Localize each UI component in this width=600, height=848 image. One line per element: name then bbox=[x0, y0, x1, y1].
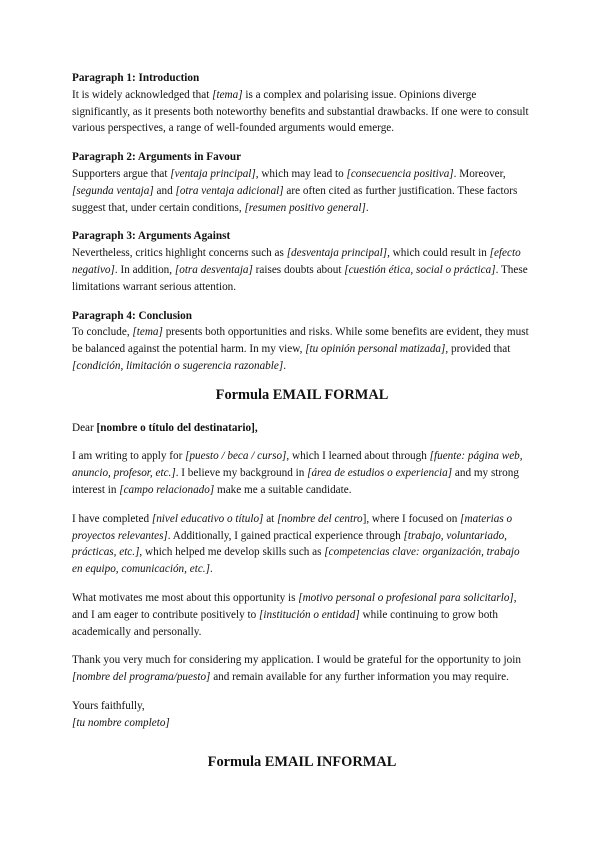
paragraph-heading: Paragraph 3: Arguments Against bbox=[72, 230, 231, 243]
placeholder-text: [efecto negativo] bbox=[72, 247, 521, 276]
email-informal-title: Formula EMAIL INFORMAL bbox=[207, 753, 397, 770]
body-text: . Additionally, I gained practical experience through bbox=[167, 529, 404, 542]
placeholder-text: [competencias clave: organización, trabajo en equipo, comunicación, etc.] bbox=[72, 546, 520, 576]
placeholder-text: [consecuencia positiva] bbox=[346, 167, 454, 180]
email-formal-template bbox=[72, 420, 532, 732]
body-text: , which helped me develop skills such as bbox=[139, 546, 325, 559]
body-text: Supporters argue that bbox=[72, 167, 171, 180]
placeholder-text: [puesto / beca / curso] bbox=[185, 450, 287, 463]
email-signoff: Yours faithfully, bbox=[72, 699, 145, 712]
placeholder-text: [tu opinión personal matizada] bbox=[305, 343, 446, 356]
body-text: I am writing to apply for bbox=[72, 450, 186, 463]
paragraph-body bbox=[72, 245, 532, 295]
body-text: , which I learned about through bbox=[286, 450, 430, 463]
body-text: at bbox=[263, 512, 278, 525]
body-text: and remain available for any further information you may require. bbox=[210, 671, 509, 684]
body-text: . Moreover, bbox=[453, 167, 506, 180]
paragraph-body bbox=[72, 324, 532, 374]
placeholder-text: [institución o entidad] bbox=[259, 608, 360, 621]
body-text: It is widely acknowledged that bbox=[72, 88, 213, 101]
paragraph-arguments-against bbox=[72, 228, 532, 295]
body-text: , and I am eager to contribute positively to bbox=[72, 591, 517, 621]
body-text: , which could result in bbox=[387, 247, 490, 260]
email-paragraph bbox=[72, 652, 532, 686]
placeholder-text: [condición, limitación o sugerencia razonable] bbox=[72, 359, 284, 372]
body-text: , which may lead to bbox=[255, 167, 347, 180]
greeting-comma: , bbox=[254, 421, 258, 434]
email-paragraph bbox=[72, 511, 532, 578]
body-text: . These limitations warrant serious attention. bbox=[72, 263, 528, 293]
body-text: To conclude, bbox=[72, 326, 133, 339]
placeholder-text: [ventaja principal] bbox=[170, 167, 256, 180]
email-signature: [tu nombre completo] bbox=[72, 716, 170, 729]
placeholder-text: [nivel educativo o título] bbox=[151, 512, 264, 525]
placeholder-text: [trabajo, voluntariado, prácticas, etc.] bbox=[72, 529, 507, 559]
paragraph-body bbox=[72, 87, 532, 137]
paragraph-introduction bbox=[72, 70, 532, 137]
body-text: Nevertheless, critics highlight concerns such as bbox=[72, 247, 287, 260]
email-paragraph bbox=[72, 590, 532, 640]
body-text: is a complex and polarising issue. Opinions diverge significantly, as it presents both noteworthy benefits and substantial drawbacks. If one were to consult various perspectives, a range of well-founded arguments would emerge. bbox=[72, 88, 529, 135]
placeholder-text: [área de estudios o experiencia] bbox=[307, 467, 453, 480]
placeholder-text: [segunda ventaja] bbox=[72, 184, 154, 197]
placeholder-text: [campo relacionado] bbox=[119, 483, 215, 496]
placeholder-text: [tema] bbox=[132, 326, 163, 339]
placeholder-text: [fuente: página web, anuncio, profesor, etc.] bbox=[72, 450, 523, 480]
placeholder-text: [cuestión ética, social o práctica] bbox=[344, 263, 496, 276]
email-greeting bbox=[72, 420, 532, 437]
body-text: What motivates me most about this opportunity is bbox=[72, 591, 299, 604]
body-text: , provided that bbox=[445, 343, 511, 356]
placeholder-text: [tema] bbox=[212, 88, 243, 101]
body-text: Thank you very much for considering my application. I would be grateful for the opportunity to join bbox=[72, 654, 521, 667]
placeholder-text: [materias o proyectos relevantes] bbox=[72, 512, 513, 542]
email-paragraph bbox=[72, 448, 532, 498]
placeholder-text: [desventaja principal] bbox=[286, 247, 388, 260]
body-text: . bbox=[365, 201, 369, 214]
body-text: . I believe my background in bbox=[175, 467, 308, 480]
greeting-recipient: [nombre o título del destinatario] bbox=[96, 421, 255, 434]
body-text: and my strong interest in bbox=[72, 467, 519, 496]
body-text: . bbox=[283, 359, 286, 372]
paragraph-heading: Paragraph 2: Arguments in Favour bbox=[72, 151, 242, 164]
placeholder-text: [otra desventaja] bbox=[174, 263, 253, 276]
email-closing bbox=[72, 698, 532, 732]
paragraph-heading: Paragraph 4: Conclusion bbox=[72, 309, 192, 322]
document-content bbox=[72, 70, 532, 786]
body-text: and bbox=[153, 184, 176, 197]
body-text: . In addition, bbox=[114, 263, 175, 276]
placeholder-text: [motivo personal o profesional para solicitarlo] bbox=[298, 591, 514, 604]
body-text: I have completed bbox=[72, 512, 152, 525]
body-text: ], where I focused on bbox=[362, 512, 461, 525]
paragraph-heading: Paragraph 1: Introduction bbox=[72, 72, 200, 84]
body-text: presents both opportunities and risks. While some benefits are evident, they must be balanced against the potential harm. In my view, bbox=[72, 326, 529, 356]
placeholder-text: [nombre del programa/puesto] bbox=[72, 671, 211, 684]
body-text: while continuing to grow both academically and personally. bbox=[72, 608, 498, 638]
placeholder-text: [nombre del centro bbox=[277, 512, 363, 525]
placeholder-text: [resumen positivo general] bbox=[244, 201, 366, 214]
body-text: are often cited as further justification. These factors suggest that, under certain conditions, bbox=[72, 184, 518, 214]
body-text: make me a suitable candidate. bbox=[214, 483, 352, 496]
placeholder-text: [otra ventaja adicional] bbox=[175, 184, 284, 197]
email-formal-title: Formula EMAIL FORMAL bbox=[215, 386, 389, 403]
body-text: . bbox=[209, 563, 213, 576]
paragraph-arguments-in-favour bbox=[72, 149, 532, 216]
greeting-dear: Dear bbox=[72, 421, 97, 434]
body-text: raises doubts about bbox=[252, 263, 345, 276]
paragraph-body bbox=[72, 166, 532, 216]
paragraph-conclusion bbox=[72, 308, 532, 375]
